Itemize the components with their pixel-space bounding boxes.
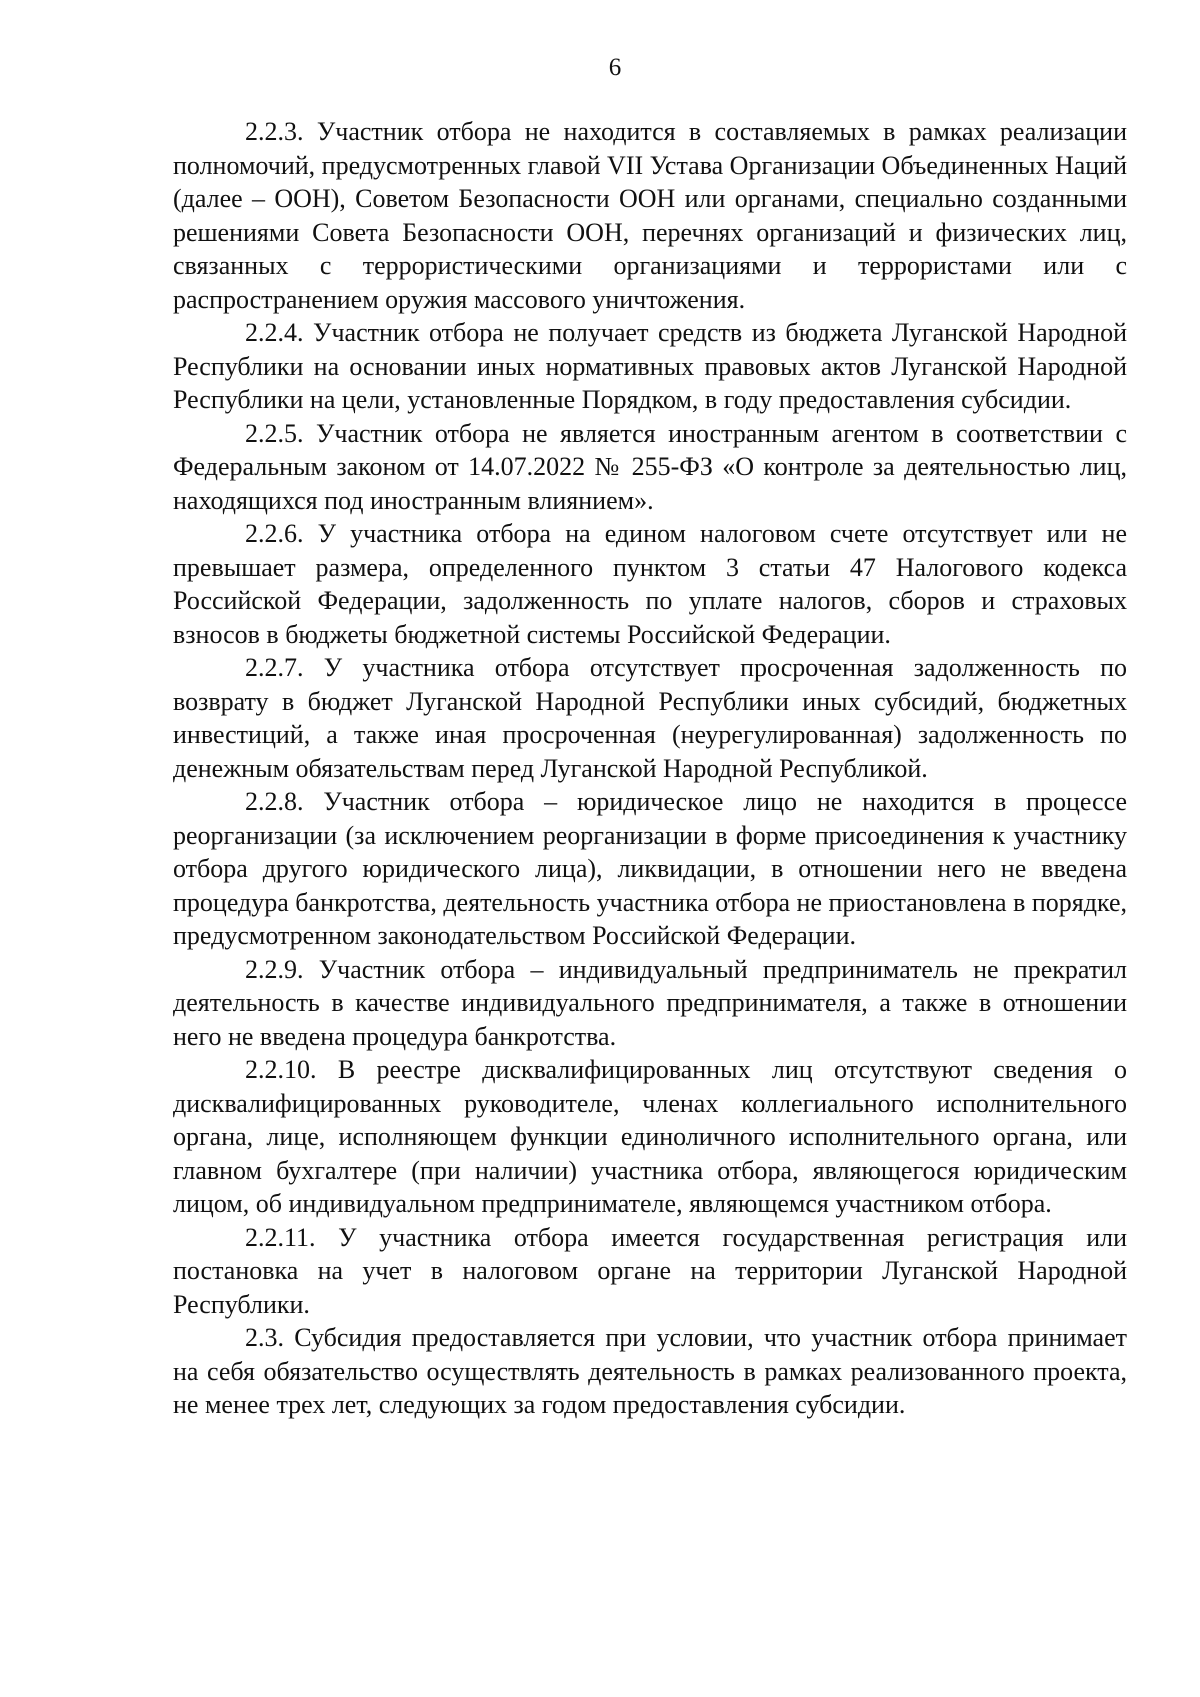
paragraph-2-2-9: 2.2.9. Участник отбора – индивидуальный предприниматель не прекратил деятельность в качестве индивидуального предпринимателя, а также в отношении него не введена процедура банкротства. [173, 954, 1127, 1051]
paragraph-2-2-8: 2.2.8. Участник отбора – юридическое лицо не находится в процессе реорганизации (за исключением реорганизации в форме присоединения к участнику отбора другого юридического лица), ликвидации, в отношении него не введена процедура банкротства, деятельность участника отбора не приостановлена в порядке, предусмотренном законодательством Российской Федерации. [173, 787, 1127, 950]
paragraph-2-2-5: 2.2.5. Участник отбора не является иностранным агентом в соответствии с Федеральным законом от 14.07.2022 № 255-ФЗ «О контроле за деятельностью лиц, находящихся под иностранным влиянием». [173, 418, 1127, 515]
paragraph-2-2-10: 2.2.10. В реестре дисквалифицированных лиц отсутствуют сведения о дисквалифицированных руководителе, членах коллегиального исполнительного органа, лице, исполняющем функции единоличного исполнительного органа, или главном бухгалтере (при наличии) участника отбора, являющегося юридическим лицом, об индивидуальном предпринимателе, являющемся участником отбора. [173, 1055, 1127, 1218]
paragraph-2-2-6: 2.2.6. У участника отбора на едином налоговом счете отсутствует или не превышает размера, определенного пунктом 3 статьи 47 Налогового кодекса Российской Федерации, задолженность по уплате налогов, сборов и страховых взносов в бюджеты бюджетной системы Российской Федерации. [173, 519, 1127, 649]
document-body [173, 115, 1127, 1422]
paragraph-2-3: 2.3. Субсидия предоставляется при условии, что участник отбора принимает на себя обязательство осуществлять деятельность в рамках реализованного проекта, не менее трех лет, следующих за годом предоставления субсидии. [173, 1323, 1127, 1419]
paragraph-2-2-11: 2.2.11. У участника отбора имеется государственная регистрация или постановка на учет в налоговом органе на территории Луганской Народной Республики. [173, 1222, 1127, 1319]
paragraph-2-2-4: 2.2.4. Участник отбора не получает средств из бюджета Луганской Народной Республики на основании иных нормативных правовых актов Луганской Народной Республики на цели, установленные Порядком, в году предоставления субсидии. [173, 318, 1127, 414]
paragraph-2-2-3: 2.2.3. Участник отбора не находится в составляемых в рамках реализации полномочий, предусмотренных главой VII Устава Организации Объединенных Наций (далее – ООН), Советом Безопасности ООН или органами, специально созданными решениями Совета Безопасности ООН, перечнях организаций и физических лиц, связанных с террористическими организациями и террористами или с распространением оружия массового уничтожения. [173, 117, 1127, 314]
paragraph-2-2-7: 2.2.7. У участника отбора отсутствует просроченная задолженность по возврату в бюджет Луганской Народной Республики иных субсидий, бюджетных инвестиций, а также иная просроченная (неурегулированная) задолженность по денежным обязательствам перед Луганской Народной Республикой. [173, 653, 1127, 783]
page-number: 6 [608, 54, 622, 81]
